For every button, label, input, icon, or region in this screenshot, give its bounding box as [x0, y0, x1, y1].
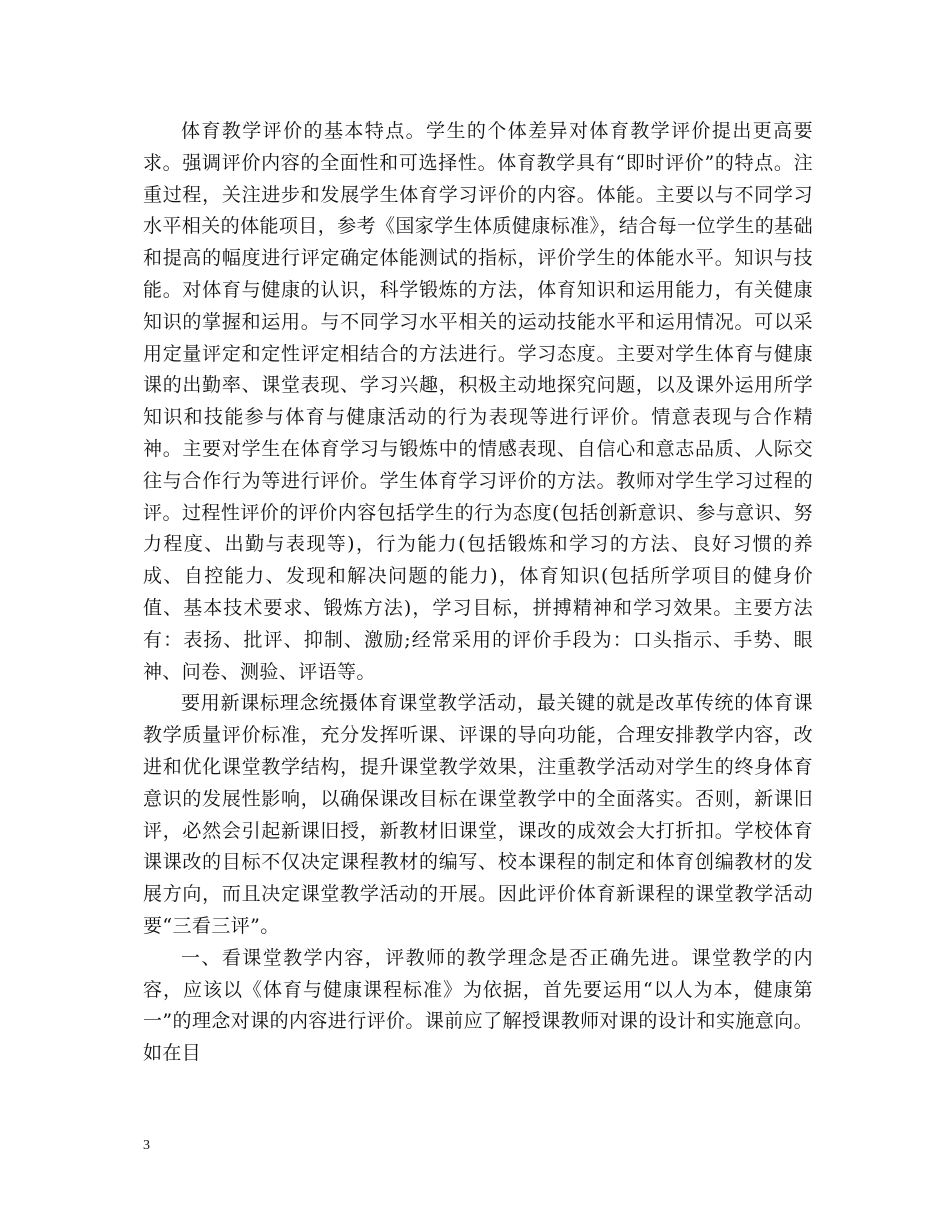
paragraph-3: 一、看课堂教学内容，评教师的教学理念是否正确先进。课堂教学的内容，应该以《体育与健康课程标准》为依据，首先要运用“以人为本，健康第一”的理念对课的内容进行评价。课前应了解授课教师对课的设计和实施意向。如在目 [143, 946, 813, 1065]
body-text [143, 116, 813, 1070]
paragraph-1: 体育教学评价的基本特点。学生的个体差异对体育教学评价提出更高要求。强调评价内容的全面性和可选择性。体育教学具有“即时评价”的特点。注重过程，关注进步和发展学生体育学习评价的内容。体能。主要以与不同学习水平相关的体能项目，参考《国家学生体质健康标准》，结合每一位学生的基础和提高的幅度进行评定确定体能测试的指标，评价学生的体能水平。知识与技能。对体育与健康的认识，科学锻炼的方法，体育知识和运用能力，有关健康知识的掌握和运用。与不同学习水平相关的运动技能水平和运用情况。可以采用定量评定和定性评定相结合的方法进行。学习态度。主要对学生体育与健康课的出勤率、课堂表现、学习兴趣，积极主动地探究问题，以及课外运用所学知识和技能参与体育与健康活动的行为表现等进行评价。情意表现与合作精神。主要对学生在体育学习与锻炼中的情感表现、自信心和意志品质、人际交往与合作行为等进行评价。学生体育学习评价的方法。教师对学生学习过程的评。过程性评价的评价内容包括学生的行为态度(包括创新意识、参与意识、努力程度、出勤与表现等)，行为能力(包括锻炼和学习的方法、良好习惯的养成、自控能力、发现和解决问题的能力)，体育知识(包括所学项目的健身价值、基本技术要求、锻炼方法)，学习目标，拼搏精神和学习效果。主要方法有：表扬、批评、抑制、激励;经常采用的评价手段为：口头指示、手势、眼神、问卷、测验、评语等。 [143, 120, 813, 683]
paragraph-2: 要用新课标理念统摄体育课堂教学活动，最关键的就是改革传统的体育课教学质量评价标准，充分发挥听课、评课的导向功能，合理安排教学内容，改进和优化课堂教学结构，提升课堂教学效果，注重教学活动对学生的终身体育意识的发展性影响，以确保课改目标在课堂教学中的全面落实。否则，新课旧评，必然会引起新课旧授，新教材旧课堂，课改的成效会大打折扣。学校体育课课改的目标不仅决定课程教材的编写、校本课程的制定和体育创编教材的发展方向，而且决定课堂教学活动的开展。因此评价体育新课程的课堂教学活动要“三看三评”。 [143, 692, 813, 937]
page-number: 3 [143, 1138, 150, 1153]
